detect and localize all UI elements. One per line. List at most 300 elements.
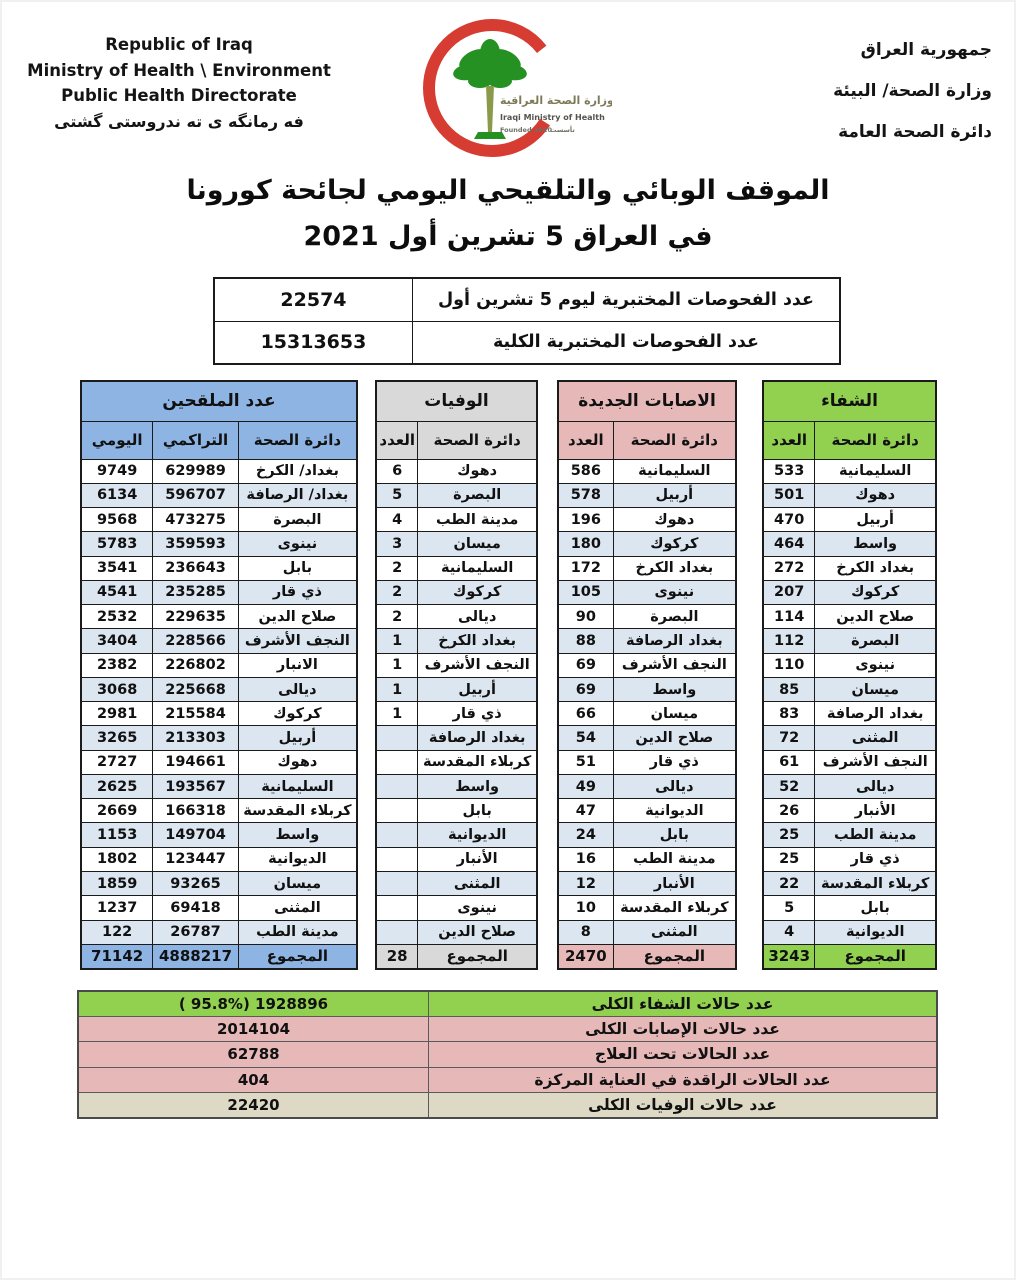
- deaths-row: [376, 483, 537, 507]
- logo-english-name: Iraqi Ministry of Health: [500, 113, 605, 122]
- deaths-directorate-cell: الأنبار: [418, 847, 537, 871]
- vaccinated-value-cell: 2625: [81, 774, 153, 798]
- new_cases-value-cell: 196: [558, 508, 613, 532]
- vaccinated-row: [81, 726, 357, 750]
- palm-trunk: [486, 86, 494, 132]
- new_cases-row: [558, 750, 736, 774]
- recovery-directorate-cell: نينوى: [815, 653, 936, 677]
- new_cases-directorate-cell: أربيل: [613, 483, 736, 507]
- new_cases-value-cell: 24: [558, 823, 613, 847]
- new_cases-title-row: [558, 381, 736, 421]
- vaccinated-value-cell: 3404: [81, 629, 153, 653]
- new_cases-value-cell: 69: [558, 677, 613, 701]
- vaccinated-row: [81, 920, 357, 944]
- vaccinated-value-cell: 9749: [81, 459, 153, 483]
- deaths-directorate-cell: ذي قار: [418, 702, 537, 726]
- deaths-value-cell: 4: [376, 508, 418, 532]
- vaccinated-directorate-cell: الانبار: [238, 653, 357, 677]
- vaccinated-directorate-cell: بابل: [238, 556, 357, 580]
- recovery-row: [763, 726, 936, 750]
- deaths-value-cell: 5: [376, 483, 418, 507]
- deaths-row: [376, 726, 537, 750]
- recovery-directorate-cell: البصرة: [815, 629, 936, 653]
- new_cases-value-cell: 105: [558, 580, 613, 604]
- deaths-value-cell: 1: [376, 653, 418, 677]
- deaths-value-cell: 6: [376, 459, 418, 483]
- vaccinated-directorate-cell: بغداد/ الرصافة: [238, 483, 357, 507]
- recovery-value-cell: 470: [763, 508, 815, 532]
- recovery-value-cell: 464: [763, 532, 815, 556]
- recovery-directorate-cell: السليمانية: [815, 459, 936, 483]
- header-line-directorate: Public Health Directorate: [61, 86, 297, 105]
- recovery-row: [763, 532, 936, 556]
- vaccinated-directorate-cell: صلاح الدين: [238, 605, 357, 629]
- new_cases-total-cell: 2470: [558, 944, 613, 968]
- new_cases-directorate-cell: مدينة الطب: [613, 847, 736, 871]
- recovery-directorate-cell: دهوك: [815, 483, 936, 507]
- vaccinated-directorate-cell: المثنى: [238, 896, 357, 920]
- vaccinated-row: [81, 483, 357, 507]
- recovery-value-cell: 533: [763, 459, 815, 483]
- deaths-value-cell: 2: [376, 580, 418, 604]
- recovery-value-cell: 207: [763, 580, 815, 604]
- deaths-total-row: [376, 944, 537, 968]
- recovery-value-cell: 4: [763, 920, 815, 944]
- new_cases-value-cell: 12: [558, 872, 613, 896]
- deaths-row: [376, 750, 537, 774]
- header-line-kurdish: فه رمانگه ى ته ندروستى گشتى: [54, 111, 304, 131]
- header-line-republic-ar: جمهورية العراق: [860, 40, 992, 60]
- vaccinated-directorate-cell: ذي قار: [238, 580, 357, 604]
- new_cases-row: [558, 677, 736, 701]
- new_cases-col-header-0: العدد: [558, 421, 613, 459]
- deaths-total-cell: 28: [376, 944, 418, 968]
- summary-label: عدد حالات الشفاء الكلى: [428, 991, 937, 1016]
- new_cases-directorate-cell: الديوانية: [613, 799, 736, 823]
- recovery-table-host: [762, 380, 937, 970]
- deaths-directorate-cell: النجف الأشرف: [418, 653, 537, 677]
- summary-row: [78, 1016, 937, 1041]
- vaccinated-value-cell: 2382: [81, 653, 153, 677]
- new_cases-row: [558, 459, 736, 483]
- new_cases-row: [558, 629, 736, 653]
- vaccinated-header-row: [81, 421, 357, 459]
- deaths-directorate-cell: كربلاء المقدسة: [418, 750, 537, 774]
- palm-tree-icon: [452, 39, 528, 88]
- deaths-row: [376, 580, 537, 604]
- new_cases-value-cell: 66: [558, 702, 613, 726]
- recovery-total-row: [763, 944, 936, 968]
- vaccinated-total-cell: 71142: [81, 944, 153, 968]
- deaths-directorate-cell: مدينة الطب: [418, 508, 537, 532]
- new_cases-col-header-1: دائرة الصحة: [613, 421, 736, 459]
- new_cases-directorate-cell: كربلاء المقدسة: [613, 896, 736, 920]
- vaccinated-title: عدد الملقحين: [81, 381, 357, 421]
- recovery-value-cell: 272: [763, 556, 815, 580]
- deaths-value-cell: 2: [376, 605, 418, 629]
- deaths-col-header-1: دائرة الصحة: [418, 421, 537, 459]
- deaths-directorate-cell: دهوك: [418, 459, 537, 483]
- tests-row-total: [214, 321, 840, 364]
- recovery-col-header-1: دائرة الصحة: [815, 421, 936, 459]
- vaccinated-value-cell: 194661: [153, 750, 239, 774]
- vaccinated-value-cell: 26787: [153, 920, 239, 944]
- vaccinated-value-cell: 2981: [81, 702, 153, 726]
- recovery-row: [763, 483, 936, 507]
- vaccinated-total-cell: المجموع: [238, 944, 357, 968]
- vaccinated-value-cell: 5783: [81, 532, 153, 556]
- new_cases-row: [558, 483, 736, 507]
- deaths-value-cell: [376, 750, 418, 774]
- vaccinated-row: [81, 823, 357, 847]
- new_cases-directorate-cell: كركوك: [613, 532, 736, 556]
- deaths-directorate-cell: واسط: [418, 774, 537, 798]
- new_cases-directorate-cell: النجف الأشرف: [613, 653, 736, 677]
- recovery-value-cell: 22: [763, 872, 815, 896]
- vaccinated-value-cell: 122: [81, 920, 153, 944]
- vaccinated-value-cell: 228566: [153, 629, 239, 653]
- header-arabic-block: [730, 30, 992, 153]
- recovery-row: [763, 872, 936, 896]
- new_cases-total-cell: المجموع: [613, 944, 736, 968]
- recovery-row: [763, 580, 936, 604]
- summary-row: [78, 1093, 937, 1118]
- deaths-row: [376, 508, 537, 532]
- recovery-value-cell: 83: [763, 702, 815, 726]
- header-line-ministry: Ministry of Health \ Environment: [27, 60, 331, 80]
- vaccinated-value-cell: 473275: [153, 508, 239, 532]
- vaccinated-value-cell: 3265: [81, 726, 153, 750]
- new_cases-row: [558, 702, 736, 726]
- recovery-row: [763, 823, 936, 847]
- vaccinated-directorate-cell: ميسان: [238, 872, 357, 896]
- vaccinated-directorate-cell: ديالى: [238, 677, 357, 701]
- recovery-value-cell: 26: [763, 799, 815, 823]
- deaths-col-header-0: العدد: [376, 421, 418, 459]
- recovery-directorate-cell: بغداد الكرخ: [815, 556, 936, 580]
- new_cases-directorate-cell: السليمانية: [613, 459, 736, 483]
- recovery-directorate-cell: كربلاء المقدسة: [815, 872, 936, 896]
- new_cases-row: [558, 653, 736, 677]
- recovery-table: [762, 380, 937, 970]
- summary-value: 2014104: [78, 1016, 428, 1041]
- vaccinated-value-cell: 1153: [81, 823, 153, 847]
- new_cases-total-row: [558, 944, 736, 968]
- vaccinated-directorate-cell: البصرة: [238, 508, 357, 532]
- deaths-directorate-cell: نينوى: [418, 896, 537, 920]
- vaccinated-row: [81, 677, 357, 701]
- deaths-value-cell: [376, 896, 418, 920]
- deaths-value-cell: [376, 823, 418, 847]
- deaths-directorate-cell: الديوانية: [418, 823, 537, 847]
- vaccinated-total-row: [81, 944, 357, 968]
- deaths-directorate-cell: صلاح الدين: [418, 920, 537, 944]
- new_cases-directorate-cell: واسط: [613, 677, 736, 701]
- new_cases-value-cell: 49: [558, 774, 613, 798]
- vaccinated-row: [81, 605, 357, 629]
- vaccinated-value-cell: 166318: [153, 799, 239, 823]
- vaccinated-value-cell: 3068: [81, 677, 153, 701]
- new_cases-row: [558, 774, 736, 798]
- logo-founded-line: Founded 1920: [500, 126, 552, 134]
- vaccinated-value-cell: 2727: [81, 750, 153, 774]
- recovery-value-cell: 61: [763, 750, 815, 774]
- new_cases-value-cell: 51: [558, 750, 613, 774]
- vaccinated-row: [81, 532, 357, 556]
- deaths-table: [375, 380, 538, 970]
- recovery-row: [763, 508, 936, 532]
- deaths-directorate-cell: ميسان: [418, 532, 537, 556]
- vaccinated-row: [81, 580, 357, 604]
- recovery-row: [763, 556, 936, 580]
- new_cases-row: [558, 896, 736, 920]
- vaccinated-directorate-cell: دهوك: [238, 750, 357, 774]
- deaths-row: [376, 532, 537, 556]
- vaccinated-value-cell: 596707: [153, 483, 239, 507]
- new_cases-value-cell: 578: [558, 483, 613, 507]
- vaccinated-value-cell: 213303: [153, 726, 239, 750]
- recovery-title-row: [763, 381, 936, 421]
- summary-value: 404: [78, 1067, 428, 1092]
- summary-label: عدد حالات الوفيات الكلى: [428, 1093, 937, 1118]
- new_cases-row: [558, 605, 736, 629]
- recovery-total-cell: المجموع: [815, 944, 936, 968]
- vaccinated-value-cell: 93265: [153, 872, 239, 896]
- vaccinated-row: [81, 508, 357, 532]
- deaths-value-cell: 3: [376, 532, 418, 556]
- deaths-table-host: [375, 380, 538, 970]
- new_cases-row: [558, 872, 736, 896]
- recovery-directorate-cell: واسط: [815, 532, 936, 556]
- new_cases-row: [558, 920, 736, 944]
- deaths-title-row: [376, 381, 537, 421]
- tests-table: [213, 277, 841, 365]
- new_cases-value-cell: 8: [558, 920, 613, 944]
- new_cases-directorate-cell: ميسان: [613, 702, 736, 726]
- recovery-row: [763, 920, 936, 944]
- vaccinated-total-cell: 4888217: [153, 944, 239, 968]
- summary-label: عدد الحالات تحت العلاج: [428, 1042, 937, 1067]
- vaccinated-directorate-cell: بغداد/ الكرخ: [238, 459, 357, 483]
- new_cases-row: [558, 726, 736, 750]
- recovery-directorate-cell: بابل: [815, 896, 936, 920]
- recovery-value-cell: 110: [763, 653, 815, 677]
- vaccinated-row: [81, 556, 357, 580]
- deaths-directorate-cell: بابل: [418, 799, 537, 823]
- recovery-directorate-cell: مدينة الطب: [815, 823, 936, 847]
- ministry-logo: [412, 8, 612, 168]
- new_cases-value-cell: 586: [558, 459, 613, 483]
- deaths-value-cell: 1: [376, 629, 418, 653]
- deaths-directorate-cell: كركوك: [418, 580, 537, 604]
- recovery-value-cell: 72: [763, 726, 815, 750]
- recovery-directorate-cell: صلاح الدين: [815, 605, 936, 629]
- new_cases-directorate-cell: البصرة: [613, 605, 736, 629]
- recovery-row: [763, 629, 936, 653]
- recovery-directorate-cell: ميسان: [815, 677, 936, 701]
- deaths-value-cell: [376, 799, 418, 823]
- recovery-directorate-cell: النجف الأشرف: [815, 750, 936, 774]
- summary-label: عدد حالات الإصابات الكلى: [428, 1016, 937, 1041]
- new_cases-directorate-cell: ذي قار: [613, 750, 736, 774]
- summary-table: [77, 990, 938, 1119]
- recovery-value-cell: 501: [763, 483, 815, 507]
- recovery-directorate-cell: الديوانية: [815, 920, 936, 944]
- vaccinated-directorate-cell: نينوى: [238, 532, 357, 556]
- vaccinated-value-cell: 1859: [81, 872, 153, 896]
- header-english-block: [26, 32, 332, 134]
- recovery-col-header-0: العدد: [763, 421, 815, 459]
- vaccinated-directorate-cell: النجف الأشرف: [238, 629, 357, 653]
- vaccinated-row: [81, 702, 357, 726]
- summary-value: ( 95.8%) 1928896: [78, 991, 428, 1016]
- tests-row-daily: [214, 278, 840, 321]
- new_cases-value-cell: 47: [558, 799, 613, 823]
- deaths-directorate-cell: ديالى: [418, 605, 537, 629]
- new_cases-directorate-cell: بابل: [613, 823, 736, 847]
- vaccinated-value-cell: 1802: [81, 847, 153, 871]
- deaths-directorate-cell: المثنى: [418, 872, 537, 896]
- summary-row: [78, 991, 937, 1016]
- recovery-directorate-cell: أربيل: [815, 508, 936, 532]
- recovery-directorate-cell: ذي قار: [815, 847, 936, 871]
- new_cases-value-cell: 90: [558, 605, 613, 629]
- recovery-title: الشفاء: [763, 381, 936, 421]
- new_cases-row: [558, 847, 736, 871]
- recovery-row: [763, 702, 936, 726]
- vaccinated-row: [81, 750, 357, 774]
- vaccinated-value-cell: 1237: [81, 896, 153, 920]
- new_cases-row: [558, 508, 736, 532]
- new_cases-directorate-cell: بغداد الكرخ: [613, 556, 736, 580]
- page-title: [0, 168, 1016, 260]
- vaccinated-col-header-1: التراكمي: [153, 421, 239, 459]
- vaccinated-table: [80, 380, 358, 970]
- page-title-line2: في العراق 5 تشرين أول 2021: [303, 221, 713, 252]
- summary-row: [78, 1042, 937, 1067]
- vaccinated-row: [81, 872, 357, 896]
- deaths-value-cell: 1: [376, 677, 418, 701]
- recovery-value-cell: 52: [763, 774, 815, 798]
- deaths-row: [376, 556, 537, 580]
- deaths-row: [376, 872, 537, 896]
- recovery-row: [763, 459, 936, 483]
- header-line-ministry-ar: وزارة الصحة/ البيئة: [833, 81, 992, 101]
- vaccinated-value-cell: 69418: [153, 896, 239, 920]
- daily-tests-value: 22574: [214, 278, 412, 321]
- deaths-directorate-cell: البصرة: [418, 483, 537, 507]
- vaccinated-row: [81, 459, 357, 483]
- new_cases-title: الاصابات الجديدة: [558, 381, 736, 421]
- header-line-directorate-ar: دائرة الصحة العامة: [838, 122, 992, 142]
- vaccinated-col-header-2: دائرة الصحة: [238, 421, 357, 459]
- summary-value: 22420: [78, 1093, 428, 1118]
- vaccinated-directorate-cell: واسط: [238, 823, 357, 847]
- new_cases-value-cell: 88: [558, 629, 613, 653]
- header-line-republic: Republic of Iraq: [105, 35, 253, 54]
- new_cases-directorate-cell: دهوك: [613, 508, 736, 532]
- new_cases-value-cell: 180: [558, 532, 613, 556]
- vaccinated-row: [81, 653, 357, 677]
- new_cases-directorate-cell: ديالى: [613, 774, 736, 798]
- summary-label: عدد الحالات الراقدة في العناية المركزة: [428, 1067, 937, 1092]
- recovery-row: [763, 605, 936, 629]
- deaths-value-cell: [376, 774, 418, 798]
- deaths-directorate-cell: بغداد الرصافة: [418, 726, 537, 750]
- deaths-directorate-cell: السليمانية: [418, 556, 537, 580]
- summary-value: 62788: [78, 1042, 428, 1067]
- vaccinated-value-cell: 235285: [153, 580, 239, 604]
- vaccinated-value-cell: 123447: [153, 847, 239, 871]
- total-tests-value: 15313653: [214, 321, 412, 364]
- recovery-header-row: [763, 421, 936, 459]
- deaths-value-cell: [376, 726, 418, 750]
- vaccinated-directorate-cell: كربلاء المقدسة: [238, 799, 357, 823]
- recovery-value-cell: 85: [763, 677, 815, 701]
- vaccinated-value-cell: 629989: [153, 459, 239, 483]
- daily-tests-label: عدد الفحوصات المختبرية ليوم 5 تشرين أول: [412, 278, 840, 321]
- deaths-directorate-cell: بغداد الكرخ: [418, 629, 537, 653]
- recovery-row: [763, 653, 936, 677]
- vaccinated-value-cell: 193567: [153, 774, 239, 798]
- new_cases-value-cell: 69: [558, 653, 613, 677]
- new_cases-value-cell: 10: [558, 896, 613, 920]
- logo-founded-arabic: تأسست: [550, 126, 575, 134]
- page-title-line1: الموقف الوبائي والتلقيحي اليومي لجائحة كورونا: [186, 175, 830, 206]
- vaccinated-directorate-cell: مدينة الطب: [238, 920, 357, 944]
- deaths-row: [376, 896, 537, 920]
- deaths-directorate-cell: أربيل: [418, 677, 537, 701]
- deaths-row: [376, 920, 537, 944]
- vaccinated-directorate-cell: السليمانية: [238, 774, 357, 798]
- recovery-row: [763, 896, 936, 920]
- deaths-value-cell: 2: [376, 556, 418, 580]
- new_cases-value-cell: 172: [558, 556, 613, 580]
- vaccinated-value-cell: 359593: [153, 532, 239, 556]
- recovery-row: [763, 847, 936, 871]
- vaccinated-row: [81, 629, 357, 653]
- deaths-row: [376, 702, 537, 726]
- new_cases-row: [558, 532, 736, 556]
- recovery-value-cell: 25: [763, 823, 815, 847]
- deaths-value-cell: 1: [376, 702, 418, 726]
- recovery-directorate-cell: كركوك: [815, 580, 936, 604]
- new_cases-directorate-cell: المثنى: [613, 920, 736, 944]
- deaths-row: [376, 459, 537, 483]
- deaths-header-row: [376, 421, 537, 459]
- new_cases-table: [557, 380, 737, 970]
- deaths-row: [376, 677, 537, 701]
- vaccinated-directorate-cell: كركوك: [238, 702, 357, 726]
- recovery-directorate-cell: بغداد الرصافة: [815, 702, 936, 726]
- recovery-value-cell: 112: [763, 629, 815, 653]
- recovery-value-cell: 25: [763, 847, 815, 871]
- vaccinated-value-cell: 229635: [153, 605, 239, 629]
- recovery-value-cell: 5: [763, 896, 815, 920]
- recovery-directorate-cell: المثنى: [815, 726, 936, 750]
- new_cases-row: [558, 556, 736, 580]
- vaccinated-value-cell: 6134: [81, 483, 153, 507]
- deaths-row: [376, 823, 537, 847]
- vaccinated-row: [81, 799, 357, 823]
- vaccinated-row: [81, 847, 357, 871]
- new_cases-row: [558, 580, 736, 604]
- vaccinated-title-row: [81, 381, 357, 421]
- deaths-row: [376, 847, 537, 871]
- vaccinated-value-cell: 2532: [81, 605, 153, 629]
- deaths-total-cell: المجموع: [418, 944, 537, 968]
- vaccinated-value-cell: 3541: [81, 556, 153, 580]
